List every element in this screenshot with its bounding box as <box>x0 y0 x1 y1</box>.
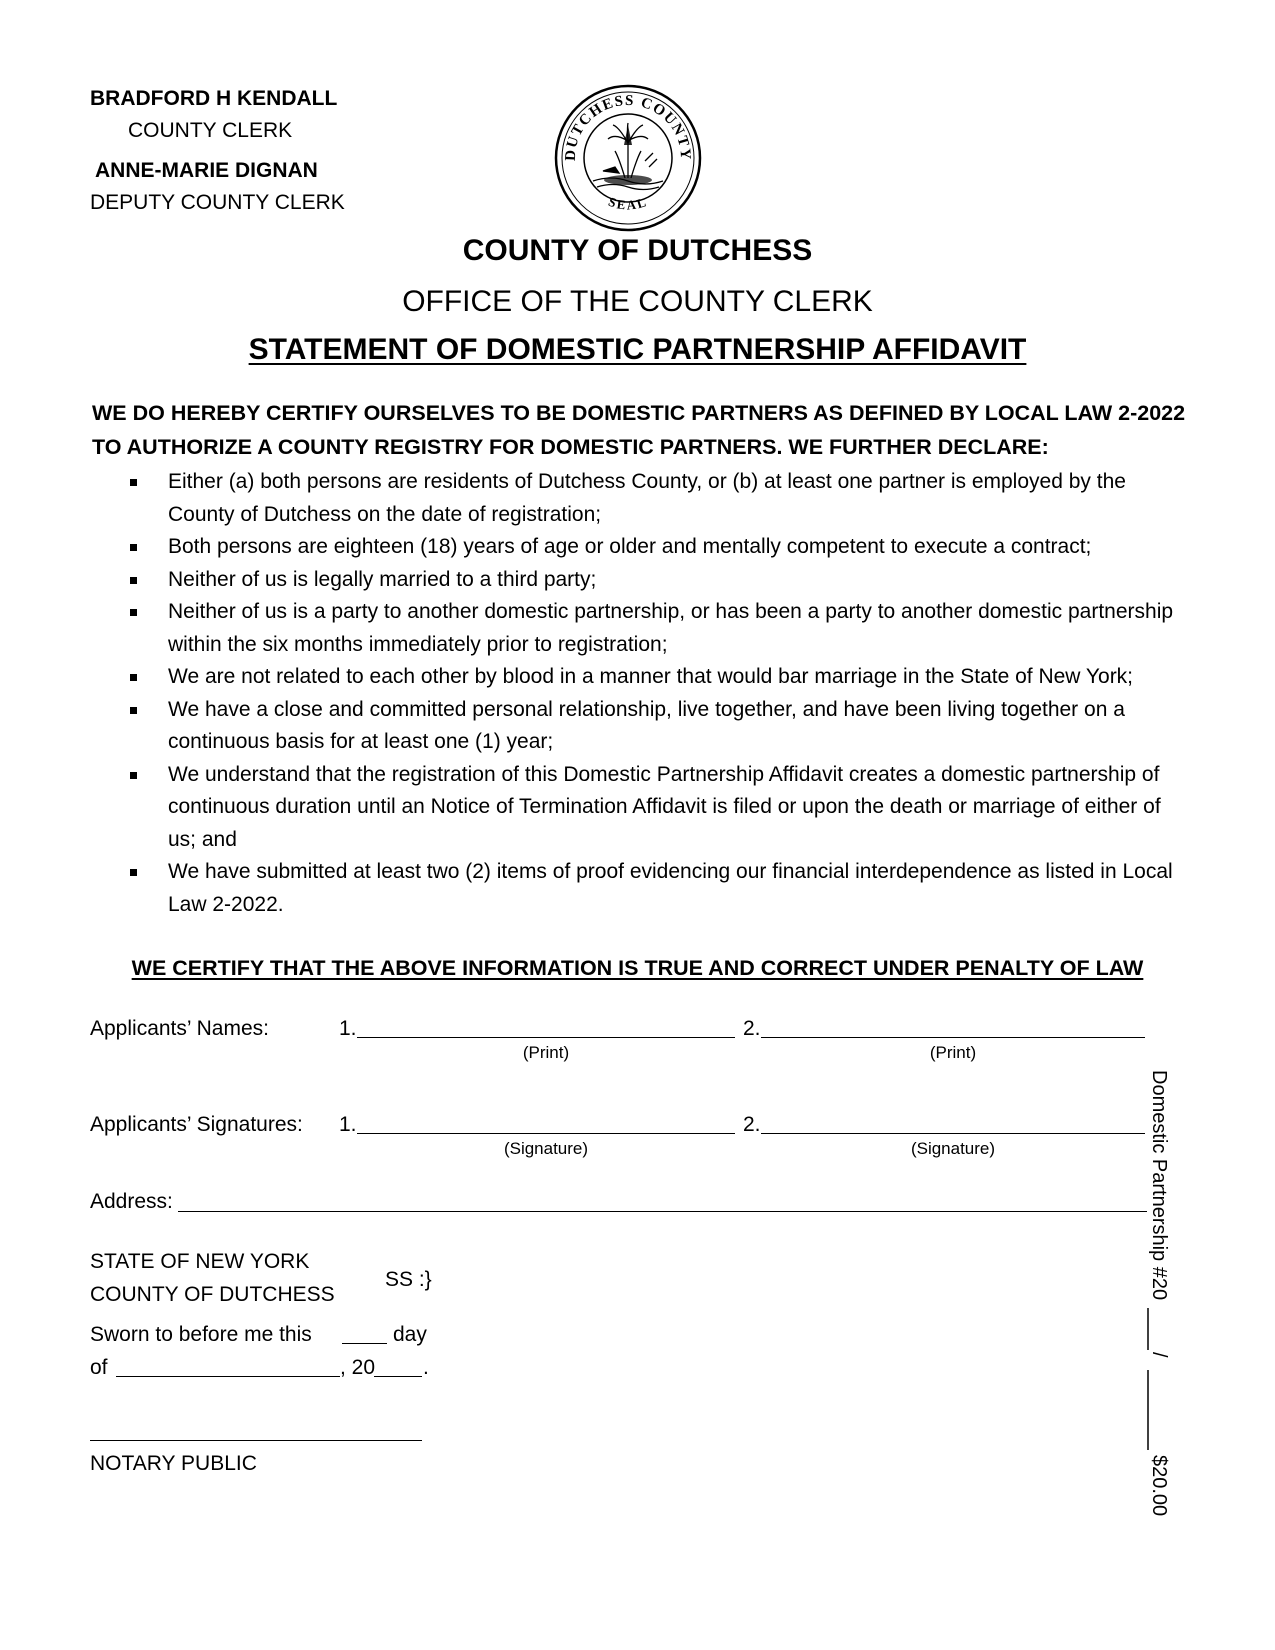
list-item: Both persons are eighteen (18) years of age or older and mentally competent to execute a contract; <box>130 531 1175 564</box>
sworn-month-field[interactable] <box>116 1376 340 1377</box>
bullet-icon <box>130 479 137 486</box>
registration-slash: / <box>1148 1352 1170 1358</box>
list-item: Neither of us is legally married to a third party; <box>130 564 1175 597</box>
bullet-icon <box>130 609 137 616</box>
signature-1-number: 1. <box>339 1113 357 1136</box>
name-1-number: 1. <box>339 1017 357 1040</box>
intro-statement: WE DO HEREBY CERTIFY OURSELVES TO BE DOMESTIC PARTNERS AS DEFINED BY LOCAL LAW 2-2022 TO AUTHORIZE A COUNTY REGISTRY FOR DOMESTIC PARTNERS. WE FURTHER DECLARE: <box>92 401 1186 459</box>
declarations-list <box>130 466 1175 921</box>
svg-text:SEAL <box>607 194 650 213</box>
sworn-year-field[interactable] <box>374 1376 422 1377</box>
signature-2-number: 2. <box>743 1113 761 1136</box>
name-2-field[interactable] <box>761 1037 1145 1038</box>
registration-number-label: Domestic Partnership #20 <box>1148 1070 1170 1301</box>
sworn-text: Sworn to before me this <box>90 1323 312 1346</box>
sworn-year-prefix: , 20 <box>340 1356 376 1379</box>
sworn-period: . <box>423 1356 429 1379</box>
address-label: Address: <box>90 1190 173 1213</box>
bullet-icon <box>130 707 137 714</box>
signature-hint-1: (Signature) <box>503 1139 589 1158</box>
notary-signature-field[interactable] <box>90 1440 422 1441</box>
list-item: We have submitted at least two (2) items of proof evidencing our financial interdependence as listed in Local Law 2-2022. <box>130 856 1175 921</box>
name-2-number: 2. <box>743 1017 761 1040</box>
signatures-label: Applicants’ Signatures: <box>90 1113 303 1136</box>
certify-statement: WE CERTIFY THAT THE ABOVE INFORMATION IS TRUE AND CORRECT UNDER PENALTY OF LAW <box>131 956 1144 980</box>
seal-text-top: DUTCHESS COUNTY <box>562 92 694 162</box>
print-hint-1: (Print) <box>522 1043 570 1062</box>
signature-1-field[interactable] <box>357 1133 735 1134</box>
list-item: We understand that the registration of this Domestic Partnership Affidavit creates a domestic partnership of continuous duration until an Notice of Termination Affidavit is filed or upon the death or marriage of either of us; and <box>130 759 1175 857</box>
signature-hint-2: (Signature) <box>910 1139 996 1158</box>
deputy-name: ANNE-MARIE DIGNAN <box>95 159 318 182</box>
name-1-field[interactable] <box>357 1037 735 1038</box>
registration-sidebar <box>1140 1070 1180 1530</box>
office-title: OFFICE OF THE COUNTY CLERK <box>402 285 873 318</box>
list-item: We have a close and committed personal relationship, live together, and have been living together on a continuous basis for at least one (1) year; <box>130 694 1175 759</box>
jurat-ss: SS :} <box>385 1268 432 1291</box>
form-title: STATEMENT OF DOMESTIC PARTNERSHIP AFFIDAVIT <box>248 333 1027 366</box>
notary-public-label: NOTARY PUBLIC <box>90 1452 257 1475</box>
fee-amount: $20.00 <box>1148 1455 1170 1517</box>
jurat-state: STATE OF NEW YORK <box>90 1250 310 1273</box>
list-item: Neither of us is a party to another domestic partnership, or has been a party to another domestic partnership within the six months immediately prior to registration; <box>130 596 1175 661</box>
signature-2-field[interactable] <box>761 1133 1145 1134</box>
bullet-icon <box>130 577 137 584</box>
deputy-title: DEPUTY COUNTY CLERK <box>90 191 345 214</box>
bullet-icon <box>130 544 137 551</box>
sworn-of-label: of <box>90 1356 108 1379</box>
list-item: We are not related to each other by blood in a manner that would bar marriage in the State of New York; <box>130 661 1175 694</box>
jurat-county: COUNTY OF DUTCHESS <box>90 1283 335 1306</box>
bullet-icon <box>130 772 137 779</box>
bullet-icon <box>130 674 137 681</box>
names-label: Applicants’ Names: <box>90 1017 269 1040</box>
print-hint-2: (Print) <box>929 1043 977 1062</box>
list-item: Either (a) both persons are residents of Dutchess County, or (b) at least one partner is employed by the County of Dutchess on the date of registration; <box>130 466 1175 531</box>
clerk-name: BRADFORD H KENDALL <box>90 87 338 110</box>
clerk-title: COUNTY CLERK <box>128 119 293 142</box>
county-title: COUNTY OF DUTCHESS <box>462 234 813 267</box>
sworn-day-label: day <box>393 1323 427 1346</box>
officials-block <box>90 83 345 219</box>
address-field[interactable] <box>178 1211 1147 1212</box>
county-seal <box>553 83 703 233</box>
bullet-icon <box>130 869 137 876</box>
sworn-day-field[interactable] <box>342 1343 387 1344</box>
seal-text-bottom: SEAL <box>606 193 650 213</box>
